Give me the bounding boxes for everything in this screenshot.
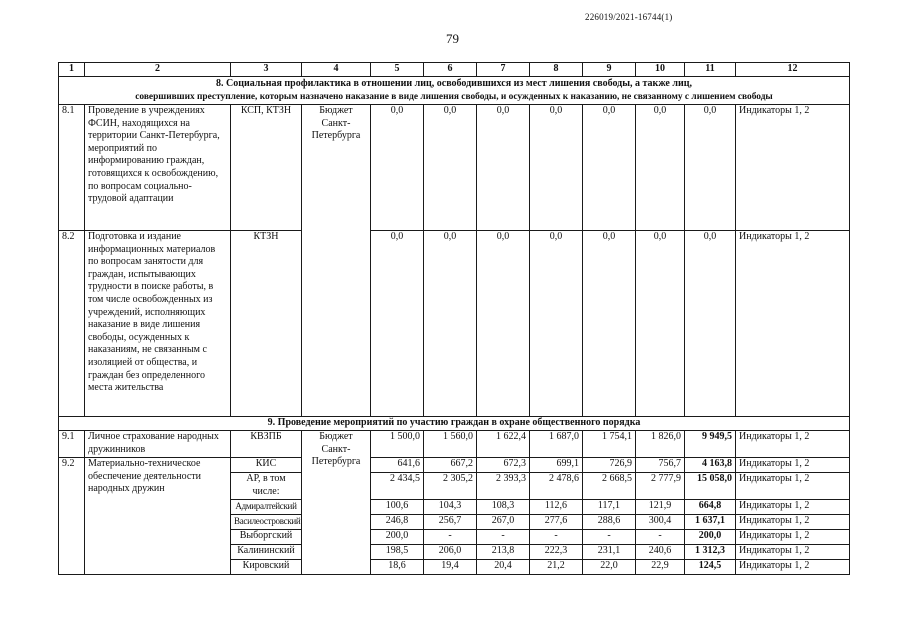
value-cell: 2 434,5 <box>371 473 424 500</box>
total-cell: 9 949,5 <box>685 431 736 458</box>
executor: АР, в том числе: <box>231 473 302 500</box>
executor: КСП, КТЗН <box>231 105 302 231</box>
table-row-8-2 <box>59 231 850 417</box>
section-9-row <box>59 417 850 431</box>
section-9-title: 9. Проведение мероприятий по участию граждан в охране общественного порядка <box>59 417 850 431</box>
value-cell: 0,0 <box>583 105 636 231</box>
value-cell: 288,6 <box>583 515 636 530</box>
table-row-9-2 <box>59 458 850 473</box>
value-cell: 0,0 <box>530 105 583 231</box>
header-cell: 10 <box>636 63 685 77</box>
document-number: 226019/2021-16744(1) <box>585 12 673 22</box>
value-cell: 200,0 <box>371 530 424 545</box>
value-cell: 0,0 <box>477 105 530 231</box>
value-cell: 641,6 <box>371 458 424 473</box>
total-cell: 200,0 <box>685 530 736 545</box>
row-number: 9.1 <box>59 431 85 458</box>
indicator-cell: Индикаторы 1, 2 <box>736 500 850 515</box>
value-cell: 19,4 <box>424 560 477 575</box>
indicator-cell: Индикаторы 1, 2 <box>736 473 850 500</box>
value-cell: - <box>477 530 530 545</box>
header-cell: 11 <box>685 63 736 77</box>
value-cell: 18,6 <box>371 560 424 575</box>
executor: КИС <box>231 458 302 473</box>
value-cell: 2 478,6 <box>530 473 583 500</box>
value-cell: 222,3 <box>530 545 583 560</box>
measure-name: Проведение в учреждениях ФСИН, находящихся на территории Санкт-Петербурга, мероприятий по информированию граждан, готовящихся к освобождению, по вопросам социально-трудовой адаптации <box>85 105 231 231</box>
measure-name: Материально-техническое обеспечение деятельности народных дружин <box>85 458 231 575</box>
value-cell: 0,0 <box>636 105 685 231</box>
value-cell: 240,6 <box>636 545 685 560</box>
value-cell: - <box>636 530 685 545</box>
funding-source: Бюджет Санкт-Петербурга <box>302 105 371 417</box>
measure-name: Личное страхование народных дружинников <box>85 431 231 458</box>
value-cell: 256,7 <box>424 515 477 530</box>
value-cell: 0,0 <box>371 231 424 417</box>
row-number: 8.2 <box>59 231 85 417</box>
value-cell: 198,5 <box>371 545 424 560</box>
value-cell: 0,0 <box>371 105 424 231</box>
value-cell: 246,8 <box>371 515 424 530</box>
value-cell: 667,2 <box>424 458 477 473</box>
header-cell: 8 <box>530 63 583 77</box>
value-cell: 104,3 <box>424 500 477 515</box>
value-cell: 0,0 <box>424 105 477 231</box>
section-8-title-line1: 8. Социальная профилактика в отношении лиц, освободившихся из мест лишения свободы, а также лиц, <box>215 78 693 89</box>
indicator-cell: Индикаторы 1, 2 <box>736 515 850 530</box>
value-cell: - <box>424 530 477 545</box>
header-cell: 2 <box>85 63 231 77</box>
value-cell: 0,0 <box>685 231 736 417</box>
district-name: Выборгский <box>231 530 302 545</box>
value-cell: 2 668,5 <box>583 473 636 500</box>
value-cell: 112,6 <box>530 500 583 515</box>
value-cell: 206,0 <box>424 545 477 560</box>
total-cell: 4 163,8 <box>685 458 736 473</box>
value-cell: 213,8 <box>477 545 530 560</box>
header-cell: 9 <box>583 63 636 77</box>
value-cell: 22,0 <box>583 560 636 575</box>
total-cell: 664,8 <box>685 500 736 515</box>
value-cell: 672,3 <box>477 458 530 473</box>
program-table <box>58 62 850 575</box>
value-cell: 267,0 <box>477 515 530 530</box>
value-cell: 1 687,0 <box>530 431 583 458</box>
district-name: Кировский <box>231 560 302 575</box>
value-cell: 231,1 <box>583 545 636 560</box>
header-cell: 6 <box>424 63 477 77</box>
table-row-9-1 <box>59 431 850 458</box>
indicator-cell: Индикаторы 1, 2 <box>736 530 850 545</box>
value-cell: 300,4 <box>636 515 685 530</box>
section-8-title-line2: совершивших преступление, которым назначено наказание в виде лишения свободы, и осужденных к наказанию, не связанному с лишением свободы <box>135 91 773 102</box>
page-number: 79 <box>446 31 459 46</box>
header-cell: 3 <box>231 63 302 77</box>
section-8-row <box>59 77 850 105</box>
value-cell: 1 560,0 <box>424 431 477 458</box>
indicator-cell: Индикаторы 1, 2 <box>736 458 850 473</box>
table-row-8-1 <box>59 105 850 231</box>
value-cell: 277,6 <box>530 515 583 530</box>
indicator-cell: Индикаторы 1, 2 <box>736 231 850 417</box>
value-cell: 117,1 <box>583 500 636 515</box>
value-cell: 756,7 <box>636 458 685 473</box>
value-cell: 1 500,0 <box>371 431 424 458</box>
indicator-cell: Индикаторы 1, 2 <box>736 105 850 231</box>
value-cell: 0,0 <box>424 231 477 417</box>
section-8-title <box>59 77 850 105</box>
value-cell: 22,9 <box>636 560 685 575</box>
total-cell: 1 312,3 <box>685 545 736 560</box>
value-cell: 1 826,0 <box>636 431 685 458</box>
value-cell: 2 305,2 <box>424 473 477 500</box>
value-cell: 726,9 <box>583 458 636 473</box>
district-name: Калининский <box>231 545 302 560</box>
total-cell: 15 058,0 <box>685 473 736 500</box>
header-cell: 12 <box>736 63 850 77</box>
value-cell: 121,9 <box>636 500 685 515</box>
header-cell: 1 <box>59 63 85 77</box>
value-cell: 1 622,4 <box>477 431 530 458</box>
value-cell: 0,0 <box>636 231 685 417</box>
value-cell: 0,0 <box>685 105 736 231</box>
value-cell: - <box>583 530 636 545</box>
measure-name: Подготовка и издание информационных материалов по вопросам занятости для граждан, испытывающих трудности в поиске работы, в том числе освобожденных из учреждений, исполняющих наказание в виде лишения свободы, осужденных к наказаниям, не связанным с изоляцией от общества, и граждан без определенного места жительства <box>85 231 231 417</box>
header-cell: 4 <box>302 63 371 77</box>
total-cell: 124,5 <box>685 560 736 575</box>
value-cell: 100,6 <box>371 500 424 515</box>
indicator-cell: Индикаторы 1, 2 <box>736 431 850 458</box>
total-cell: 1 637,1 <box>685 515 736 530</box>
value-cell: 0,0 <box>583 231 636 417</box>
district-name: Василеостровский <box>231 515 302 530</box>
indicator-cell: Индикаторы 1, 2 <box>736 545 850 560</box>
value-cell: 108,3 <box>477 500 530 515</box>
value-cell: 20,4 <box>477 560 530 575</box>
row-number: 8.1 <box>59 105 85 231</box>
value-cell: 0,0 <box>477 231 530 417</box>
value-cell: 1 754,1 <box>583 431 636 458</box>
value-cell: - <box>530 530 583 545</box>
header-cell: 7 <box>477 63 530 77</box>
value-cell: 21,2 <box>530 560 583 575</box>
district-name: Адмиралтейский <box>231 500 302 515</box>
value-cell: 0,0 <box>530 231 583 417</box>
row-number: 9.2 <box>59 458 85 575</box>
header-row <box>59 63 850 77</box>
header-cell: 5 <box>371 63 424 77</box>
value-cell: 699,1 <box>530 458 583 473</box>
executor: КТЗН <box>231 231 302 417</box>
indicator-cell: Индикаторы 1, 2 <box>736 560 850 575</box>
value-cell: 2 393,3 <box>477 473 530 500</box>
value-cell: 2 777,9 <box>636 473 685 500</box>
funding-source: Бюджет Санкт-Петербурга <box>302 431 371 575</box>
executor: КВЗПБ <box>231 431 302 458</box>
